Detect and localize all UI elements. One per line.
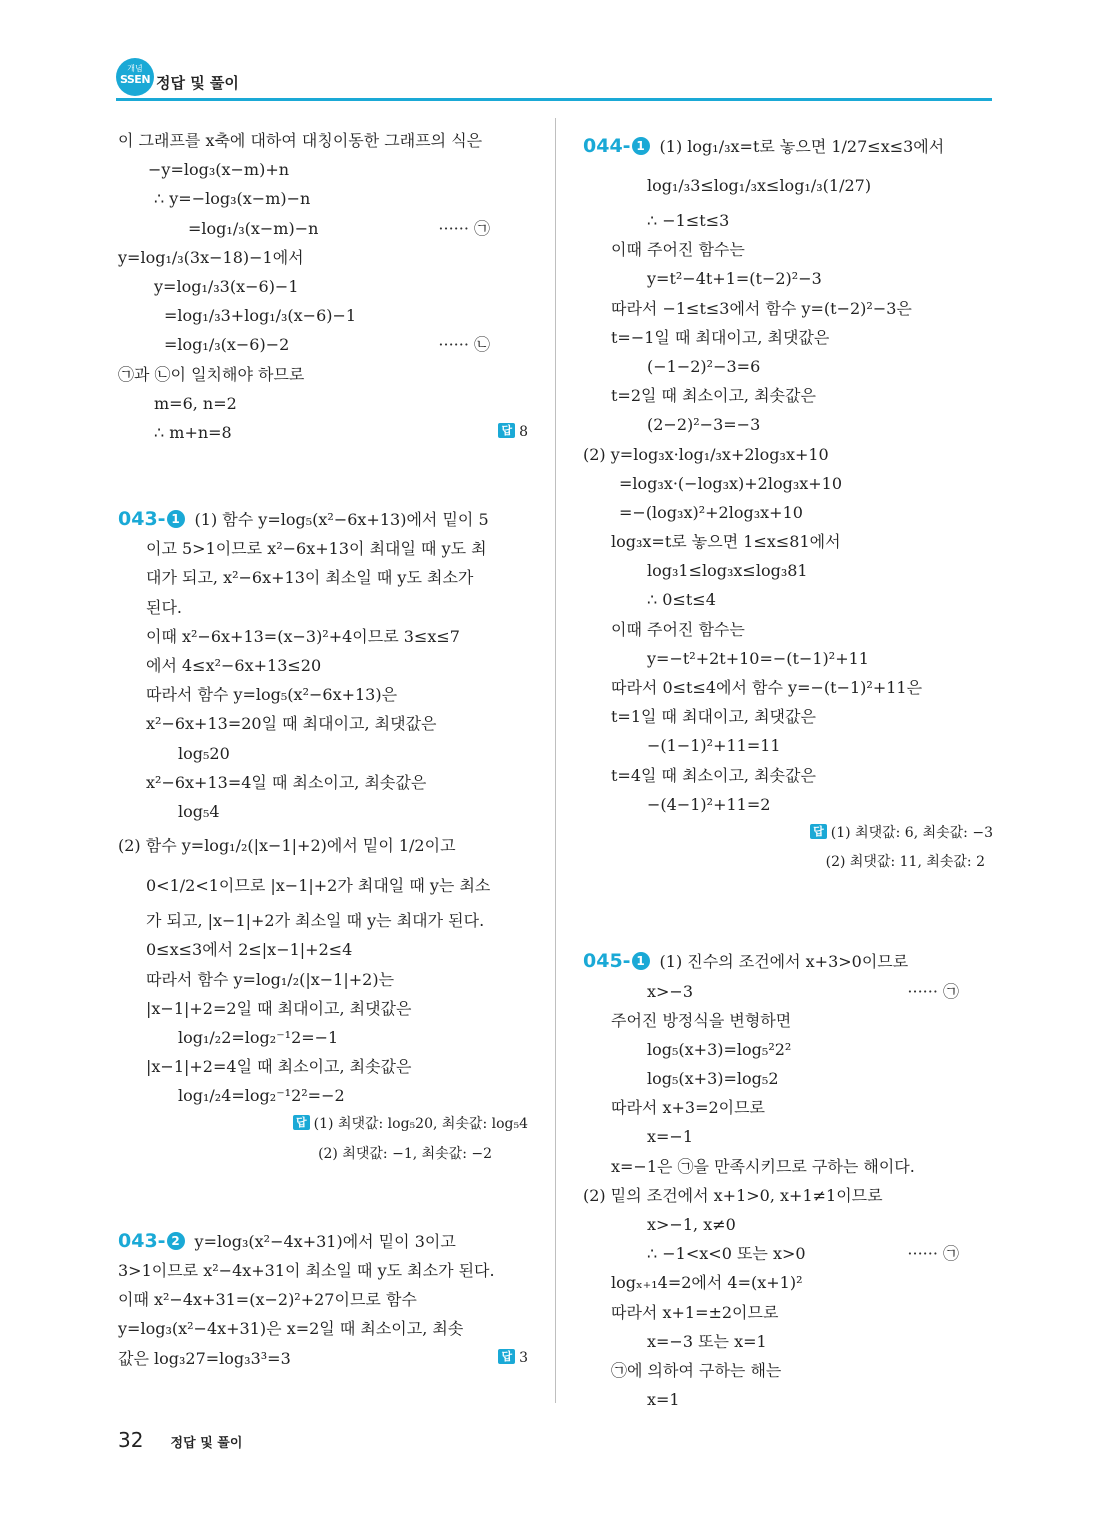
equation-line: m=6, n=2 xyxy=(154,393,237,413)
solution-text: (1) 진수의 조건에서 x+3>0이므로 xyxy=(659,952,909,972)
solution-line: t=−1일 때 최대이고, 최댓값은 xyxy=(611,327,830,347)
solution-line: x=−1 xyxy=(647,1127,694,1147)
problem-heading-043-2 xyxy=(118,1227,528,1256)
page-number: 32 xyxy=(118,1428,144,1452)
answer-line xyxy=(118,1110,528,1139)
problem-number: 043- 1 xyxy=(118,508,185,530)
solution-line: logₓ₊₁4=2에서 4=(x+1)² xyxy=(611,1273,803,1293)
problem-heading-043-1 xyxy=(118,505,528,534)
left-column xyxy=(118,126,528,1373)
solution-text: x>−3 xyxy=(647,981,694,1001)
answer-box xyxy=(498,418,528,447)
solution-line: 이때 주어진 함수는 xyxy=(611,240,745,260)
solution-line: y=t²−4t+1=(t−2)²−3 xyxy=(647,269,822,289)
solution-line: 이때 x²−6x+13=(x−3)²+4이므로 3≤x≤7 xyxy=(146,626,460,646)
solution-line xyxy=(118,1344,528,1373)
problem-heading-044-1 xyxy=(583,126,993,166)
equation-line xyxy=(118,214,528,243)
solution-line: (2) 밑의 조건에서 x+1>0, x+1≠1이므로 xyxy=(583,1185,883,1205)
solution-line: 따라서 0≤t≤4에서 함수 y=−(t−1)²+11은 xyxy=(611,678,923,697)
page-footer xyxy=(118,1428,518,1458)
label-mark-a: ······ ㉠ xyxy=(438,218,490,238)
column-divider xyxy=(555,118,556,1403)
problem-badge: 1 xyxy=(167,510,185,528)
answer-text: (1) 최댓값: 6, 최솟값: −3 xyxy=(830,824,993,841)
solution-line: 이고 5>1이므로 x²−6x+13이 최대일 때 y도 최 xyxy=(146,539,487,559)
solution-line: (−1−2)²−3=6 xyxy=(647,356,761,376)
solution-line: log₃1≤log₃x≤log₃81 xyxy=(647,561,808,581)
answer-badge: 답 xyxy=(293,1115,310,1130)
equation-line xyxy=(118,418,528,447)
solution-line: =log₃x·(−log₃x)+2log₃x+10 xyxy=(619,473,843,493)
solution-line: log₁/₃3≤log₁/₃x≤log₁/₃(1/27) xyxy=(647,176,872,195)
answer-box xyxy=(498,1344,528,1373)
solution-line: 따라서 x+1=±2이므로 xyxy=(611,1302,779,1322)
answer-line: (2) 최댓값: 11, 최솟값: 2 xyxy=(825,854,985,871)
solution-line: 이때 주어진 함수는 xyxy=(611,619,745,639)
equation-line: y=log₁/₃(3x−18)−1에서 xyxy=(118,247,304,267)
text-line: 이 그래프를 x축에 대하여 대칭이동한 그래프의 식은 xyxy=(118,131,483,150)
solution-line: 따라서 함수 y=log₅(x²−6x+13)은 xyxy=(146,685,398,705)
solution-line: log₅20 xyxy=(178,743,230,763)
equation-line xyxy=(118,330,528,359)
solution-line: |x−1|+2=2일 때 최대이고, 최댓값은 xyxy=(146,998,412,1018)
solution-line xyxy=(583,1239,993,1268)
solution-line: x²−6x+13=4일 때 최소이고, 최솟값은 xyxy=(146,772,427,792)
solution-text: (1) 함수 y=log₅(x²−6x+13)에서 밑이 5 xyxy=(194,510,489,530)
brand-logo xyxy=(116,58,154,96)
problem-number: 043- 2 xyxy=(118,1230,185,1252)
solution-line: (2−2)²−3=−3 xyxy=(647,415,761,435)
answer-badge: 답 xyxy=(810,824,827,839)
solution-line: log₁/₂2=log₂⁻¹2=−1 xyxy=(178,1027,339,1047)
solution-line: 0≤x≤3에서 2≤|x−1|+2≤4 xyxy=(146,940,353,960)
spacer xyxy=(583,877,993,947)
label-mark-a: ······ ㉠ xyxy=(907,1244,959,1264)
answer-value: 8 xyxy=(519,423,528,440)
solution-line: =−(log₃x)²+2log₃x+10 xyxy=(619,502,803,522)
solution-line: log₁/₂4=log₂⁻¹2²=−2 xyxy=(178,1086,345,1106)
solution-line: log₃x=t로 놓으면 1≤x≤81에서 xyxy=(611,532,841,552)
solution-line: |x−1|+2=4일 때 최소이고, 최솟값은 xyxy=(146,1057,412,1077)
equation-line: ∴ y=−log₃(x−m)−n xyxy=(154,189,311,209)
solution-line: x=−1은 ㉠을 만족시키므로 구하는 해이다. xyxy=(611,1156,915,1176)
label-mark-a: ······ ㉠ xyxy=(907,981,959,1001)
solution-line: t=2일 때 최소이고, 최솟값은 xyxy=(611,386,816,406)
equation-line: −y=log₃(x−m)+n xyxy=(148,160,290,180)
solution-line: 가 되고, |x−1|+2가 최소일 때 y는 최대가 된다. xyxy=(146,911,485,931)
equation-line: =log₁/₃3+log₁/₃(x−6)−1 xyxy=(164,306,357,326)
problem-number: 045- 1 xyxy=(583,950,650,972)
footer-title: 정답 및 풀이 xyxy=(170,1436,243,1451)
solution-line: x=−3 또는 x=1 xyxy=(647,1331,767,1351)
equation-text: =log₁/₃(x−6)−2 xyxy=(164,335,290,355)
answer-badge: 답 xyxy=(498,1349,515,1364)
solution-line: 에서 4≤x²−6x+13≤20 xyxy=(146,656,322,675)
solution-line: 0<1/2<1이므로 |x−1|+2가 최대일 때 y는 최소 xyxy=(146,876,491,896)
solution-line: 따라서 −1≤t≤3에서 함수 y=(t−2)²−3은 xyxy=(611,298,912,318)
answer-line: (2) 최댓값: −1, 최솟값: −2 xyxy=(318,1145,492,1162)
problem-number: 044- 1 xyxy=(583,135,650,157)
solution-line: 주어진 방정식을 변형하면 xyxy=(611,1010,792,1030)
solution-line: ∴ 0≤t≤4 xyxy=(647,590,716,610)
answer-value: 3 xyxy=(519,1349,528,1366)
solution-line: 이때 x²−4x+31=(x−2)²+27이므로 함수 xyxy=(118,1290,417,1310)
solution-text: 값은 log₃27=log₃3³=3 xyxy=(118,1348,291,1368)
solution-line: (2) 함수 y=log₁/₂(|x−1|+2)에서 밑이 1/2이고 xyxy=(118,836,456,856)
answer-text: (1) 최댓값: log₅20, 최솟값: log₅4 xyxy=(313,1116,528,1133)
problem-badge: 2 xyxy=(167,1232,185,1250)
solution-line: 따라서 x+3=2이므로 xyxy=(611,1098,766,1118)
solution-text: ∴ −1<x<0 또는 x>0 xyxy=(647,1244,806,1264)
solution-line: t=1일 때 최대이고, 최댓값은 xyxy=(611,707,816,727)
page-header xyxy=(116,56,992,102)
solution-line: −(4−1)²+11=2 xyxy=(647,794,771,814)
header-title: 정답 및 풀이 xyxy=(156,74,239,92)
problem-heading-045-1 xyxy=(583,947,993,976)
text-line: ㉠과 ㉡이 일치해야 하므로 xyxy=(118,364,305,384)
solution-line: t=4일 때 최소이고, 최솟값은 xyxy=(611,765,816,785)
problem-badge: 1 xyxy=(632,952,650,970)
solution-line: x²−6x+13=20일 때 최대이고, 최댓값은 xyxy=(146,714,437,734)
answer-line xyxy=(583,819,993,848)
solution-text: (1) log₁/₃x=t로 놓으면 1/27≤x≤3에서 xyxy=(659,137,945,156)
spacer xyxy=(118,1169,528,1227)
header-rule xyxy=(116,98,992,101)
solution-line: 대가 되고, x²−6x+13이 최소일 때 y도 최소가 xyxy=(146,568,474,588)
solution-text: y=log₃(x²−4x+31)에서 밑이 3이고 xyxy=(194,1231,456,1251)
spacer xyxy=(118,447,528,505)
equation-line: y=log₁/₃3(x−6)−1 xyxy=(154,276,299,296)
solution-line: 따라서 함수 y=log₁/₂(|x−1|+2)는 xyxy=(146,969,395,989)
solution-line xyxy=(583,977,993,1006)
equation-text: ∴ m+n=8 xyxy=(154,422,232,442)
equation-text: =log₁/₃(x−m)−n xyxy=(188,218,319,238)
solution-line: x=1 xyxy=(647,1390,680,1410)
logo-main-text: SSEN xyxy=(119,73,151,86)
solution-line: ㉠에 의하여 구하는 해는 xyxy=(611,1360,782,1380)
solution-line: −(1−1)²+11=11 xyxy=(647,736,781,756)
solution-line: log₅(x+3)=log₅2 xyxy=(647,1069,779,1089)
label-mark-b: ······ ㉡ xyxy=(438,335,490,355)
solution-line: x>−1, x≠0 xyxy=(647,1215,736,1234)
solution-line: ∴ −1≤t≤3 xyxy=(647,211,730,230)
logo-top-text: 개념 xyxy=(127,64,143,73)
solution-line: log₅(x+3)=log₅²2² xyxy=(647,1039,792,1059)
solution-line: y=log₃(x²−4x+31)은 x=2일 때 최소이고, 최솟 xyxy=(118,1319,464,1339)
problem-badge: 1 xyxy=(632,137,650,155)
solution-line: y=−t²+2t+10=−(t−1)²+11 xyxy=(647,648,869,668)
right-column xyxy=(583,126,993,1414)
answer-badge: 답 xyxy=(498,423,515,438)
solution-line: log₅4 xyxy=(178,801,220,821)
solution-line: 된다. xyxy=(146,597,182,617)
solution-line: (2) y=log₃x·log₁/₃x+2log₃x+10 xyxy=(583,444,829,464)
solution-line: 3>1이므로 x²−4x+31이 최소일 때 y도 최소가 된다. xyxy=(118,1261,495,1280)
